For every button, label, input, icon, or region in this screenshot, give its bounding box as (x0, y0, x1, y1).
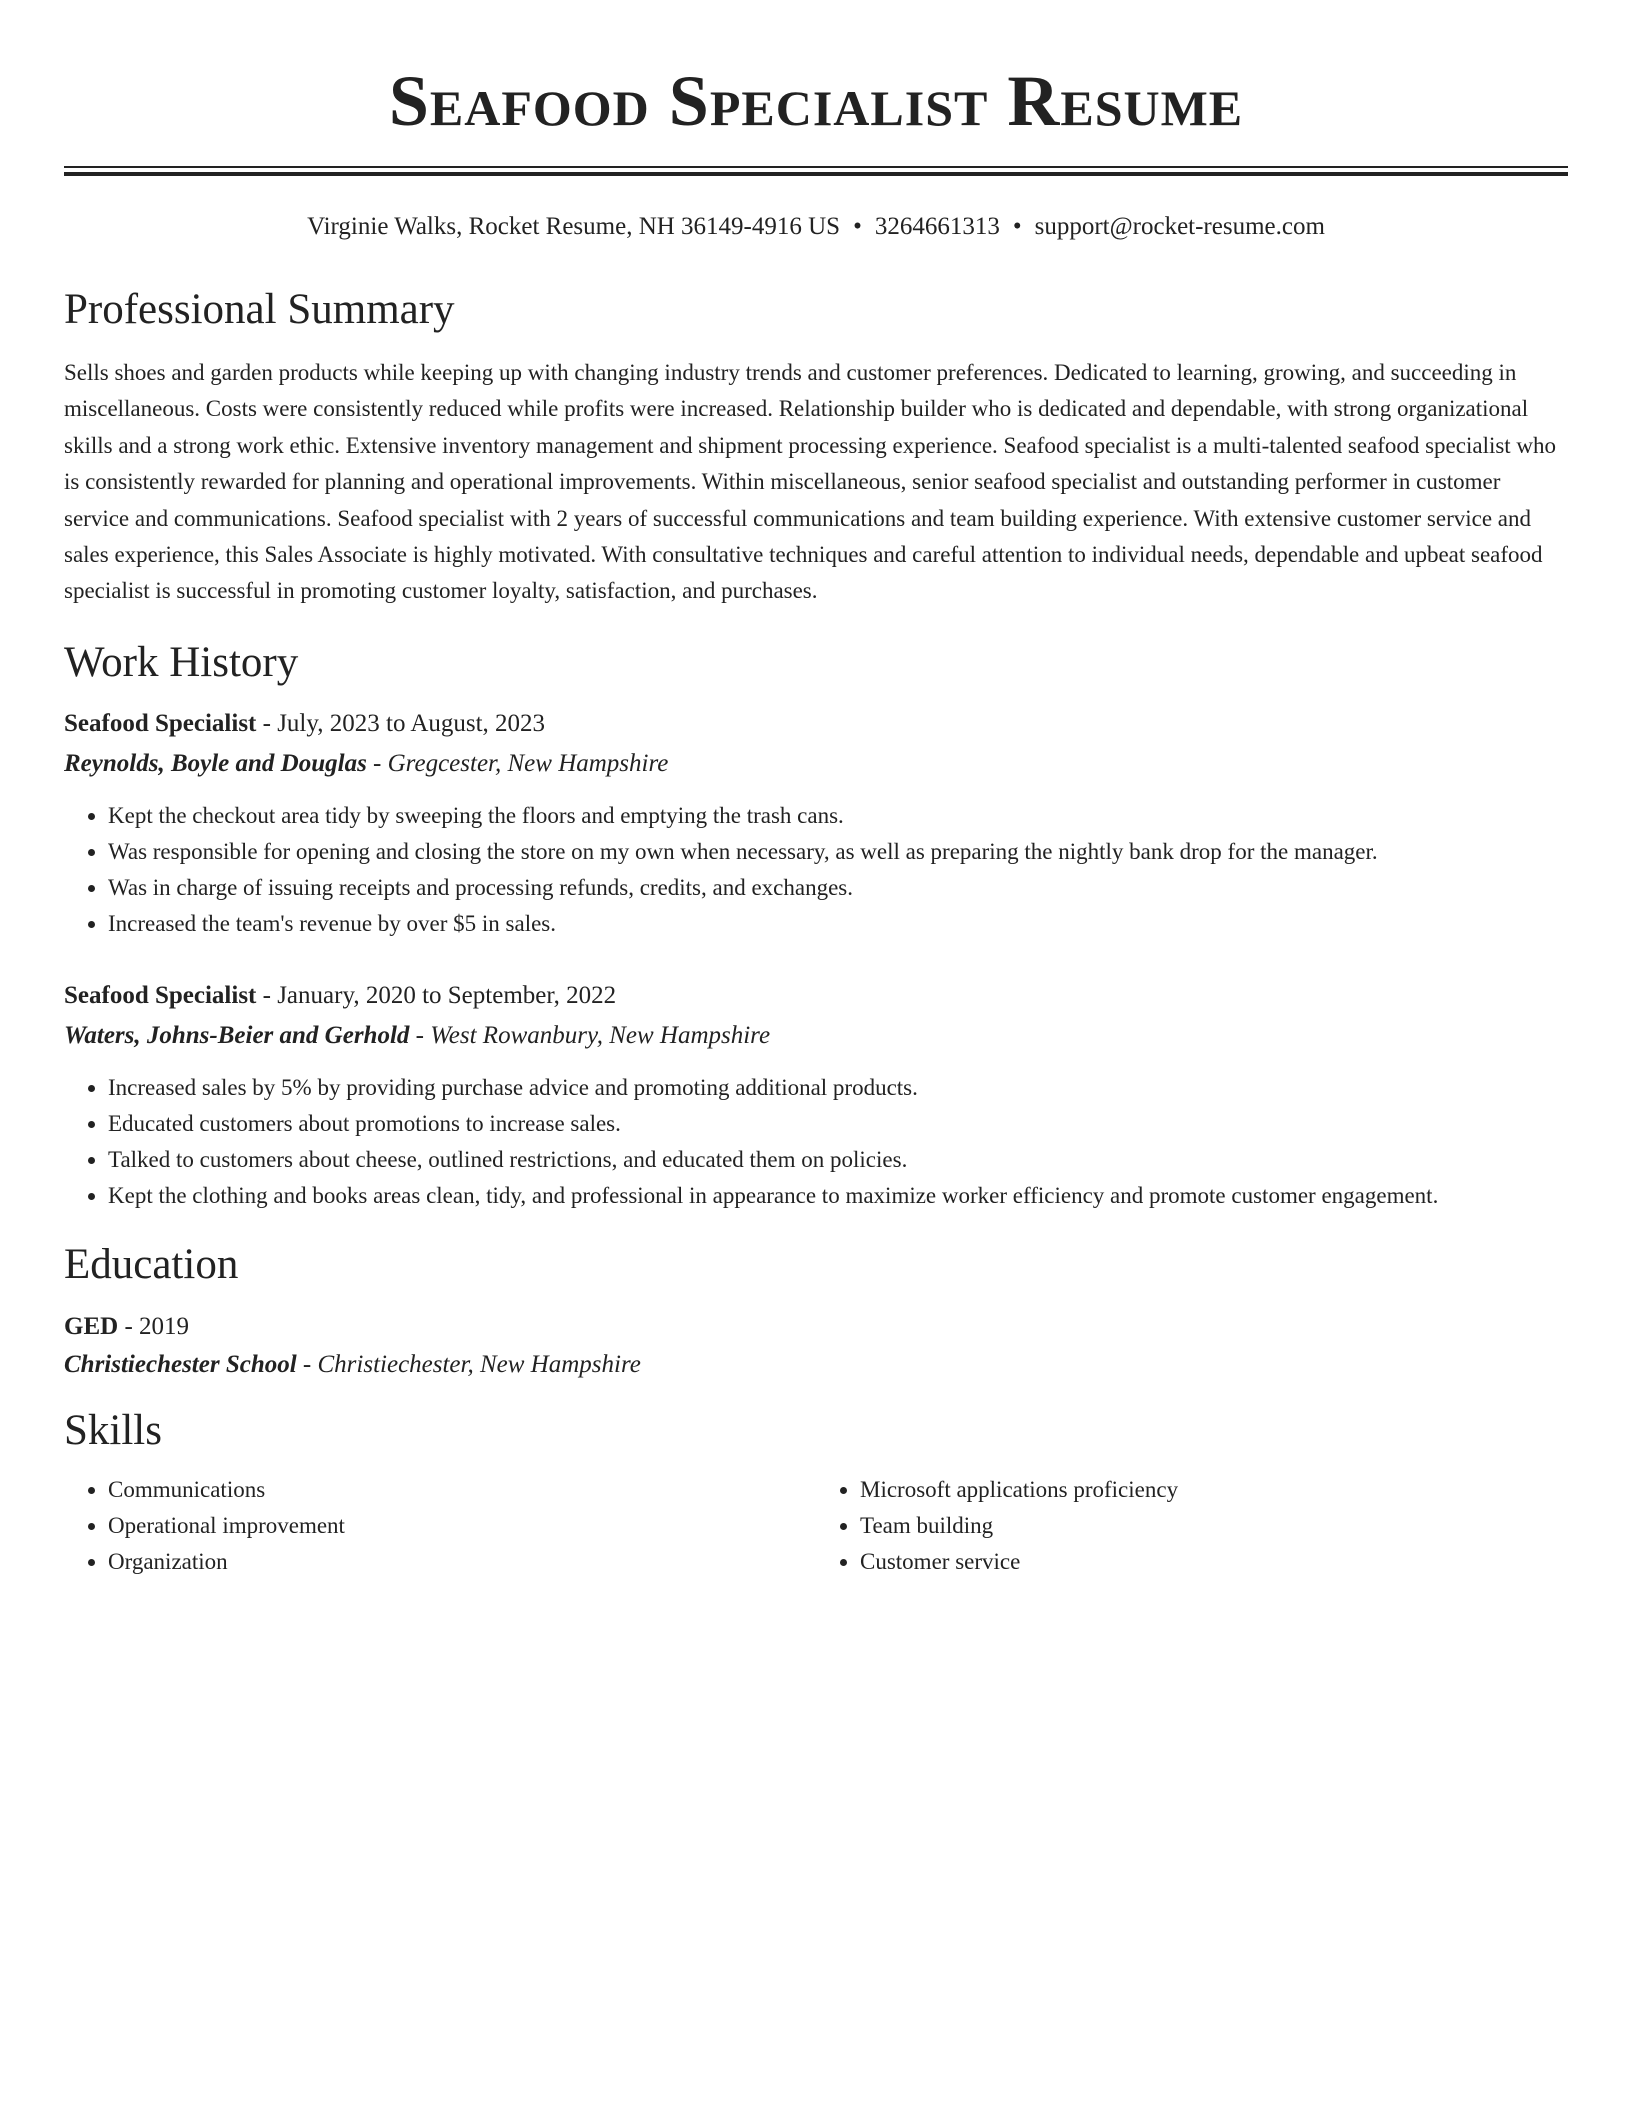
separator: - (118, 1312, 140, 1340)
separator: - (296, 1350, 318, 1378)
job-entry (64, 976, 1568, 1214)
separator: - (409, 1021, 431, 1049)
degree-line (64, 1308, 1568, 1346)
school-line (64, 1346, 1568, 1384)
school-location: Christiechester, New Hampshire (317, 1350, 641, 1378)
list-item: • Kept the checkout area tidy by sweeping the floors and emptying the trash cans. (108, 798, 1568, 834)
job-location: West Rowanbury, New Hampshire (430, 1021, 771, 1049)
job-title-line (64, 976, 1568, 1016)
skill-item: • Microsoft applications proficiency (860, 1472, 1568, 1508)
school-name: Christiechester School (64, 1350, 297, 1378)
skill-item: • Organization (108, 1544, 816, 1580)
list-item: • Increased sales by 5% by providing purchase advice and promoting additional products. (108, 1070, 1568, 1106)
separator: - (256, 981, 278, 1009)
list-item: • Was responsible for opening and closing the store on my own when necessary, as well as preparing the nightly bank drop for the manager. (108, 834, 1568, 870)
separator: - (256, 709, 278, 737)
list-item: • Was in charge of issuing receipts and processing refunds, credits, and exchanges. (108, 870, 1568, 906)
education-entry (64, 1308, 1568, 1384)
graduation-year: 2019 (139, 1312, 190, 1340)
job-entry (64, 704, 1568, 942)
job-company-line (64, 1016, 1568, 1056)
title-divider (64, 166, 1568, 176)
skill-item: • Communications (108, 1472, 816, 1508)
summary-heading: Professional Summary (64, 286, 455, 333)
contact-address: Virginie Walks, Rocket Resume, NH 36149-4916 US (307, 213, 841, 240)
contact-separator: • (1012, 213, 1022, 240)
job-duties-list (64, 1070, 1568, 1214)
skills-column-left (64, 1472, 816, 1580)
skill-item: • Team building (860, 1508, 1568, 1544)
job-location: Gregcester, New Hampshire (387, 749, 669, 777)
education-heading: Education (64, 1240, 239, 1288)
job-duties-list (64, 798, 1568, 942)
summary-text: Sells shoes and garden products while keeping up with changing industry trends and customer preferences. Dedicated to learning, growing, and succeeding in miscellaneous. Costs were consistently reduced while profits were increased. Relationship builder who is dedicated and dependable, with strong organizational skills and a strong work ethic. Extensive inventory management and shipment processing experience. Seafood specialist is a multi-talented seafood specialist who is consistently rewarded for planning and operational improvements. Within miscellaneous, senior seafood specialist and outstanding performer in customer service and communications. Seafood specialist with 2 years of successful communications and team building experience. With extensive customer service and sales experience, this Sales Associate is highly motivated. With consultative techniques and careful attention to individual needs, dependable and upbeat seafood specialist is successful in promoting customer loyalty, satisfaction, and purchases. (64, 360, 1557, 604)
job-dates: July, 2023 to August, 2023 (277, 709, 546, 737)
job-title: Seafood Specialist (64, 981, 257, 1009)
job-company-line (64, 744, 1568, 784)
contact-phone: 3264661313 (874, 213, 1000, 240)
job-title-line (64, 704, 1568, 744)
list-item: • Talked to customers about cheese, outlined restrictions, and educated them on policies. (108, 1142, 1568, 1178)
job-company: Waters, Johns-Beier and Gerhold (64, 1021, 410, 1049)
skills-column-right (816, 1472, 1568, 1580)
resume-title: Seafood Specialist Resume (388, 61, 1244, 141)
contact-line (64, 212, 1568, 242)
job-title: Seafood Specialist (64, 709, 257, 737)
degree: GED (64, 1312, 119, 1340)
skills-heading: Skills (64, 1406, 162, 1454)
job-dates: January, 2020 to September, 2022 (277, 981, 617, 1009)
separator: - (366, 749, 388, 777)
skill-item: • Customer service (860, 1544, 1568, 1580)
contact-separator: • (853, 213, 862, 240)
list-item: • Increased the team's revenue by over $5 in sales. (108, 906, 1568, 942)
job-company: Reynolds, Boyle and Douglas (64, 749, 367, 777)
list-item: • Kept the clothing and books areas clean, tidy, and professional in appearance to maximize worker efficiency and promote customer engagement. (108, 1178, 1568, 1214)
contact-email: support@rocket-resume.com (1034, 213, 1325, 240)
work-history-heading: Work History (64, 638, 299, 686)
skill-item: • Operational improvement (108, 1508, 816, 1544)
list-item: • Educated customers about promotions to increase sales. (108, 1106, 1568, 1142)
skills-grid (64, 1472, 1568, 1580)
